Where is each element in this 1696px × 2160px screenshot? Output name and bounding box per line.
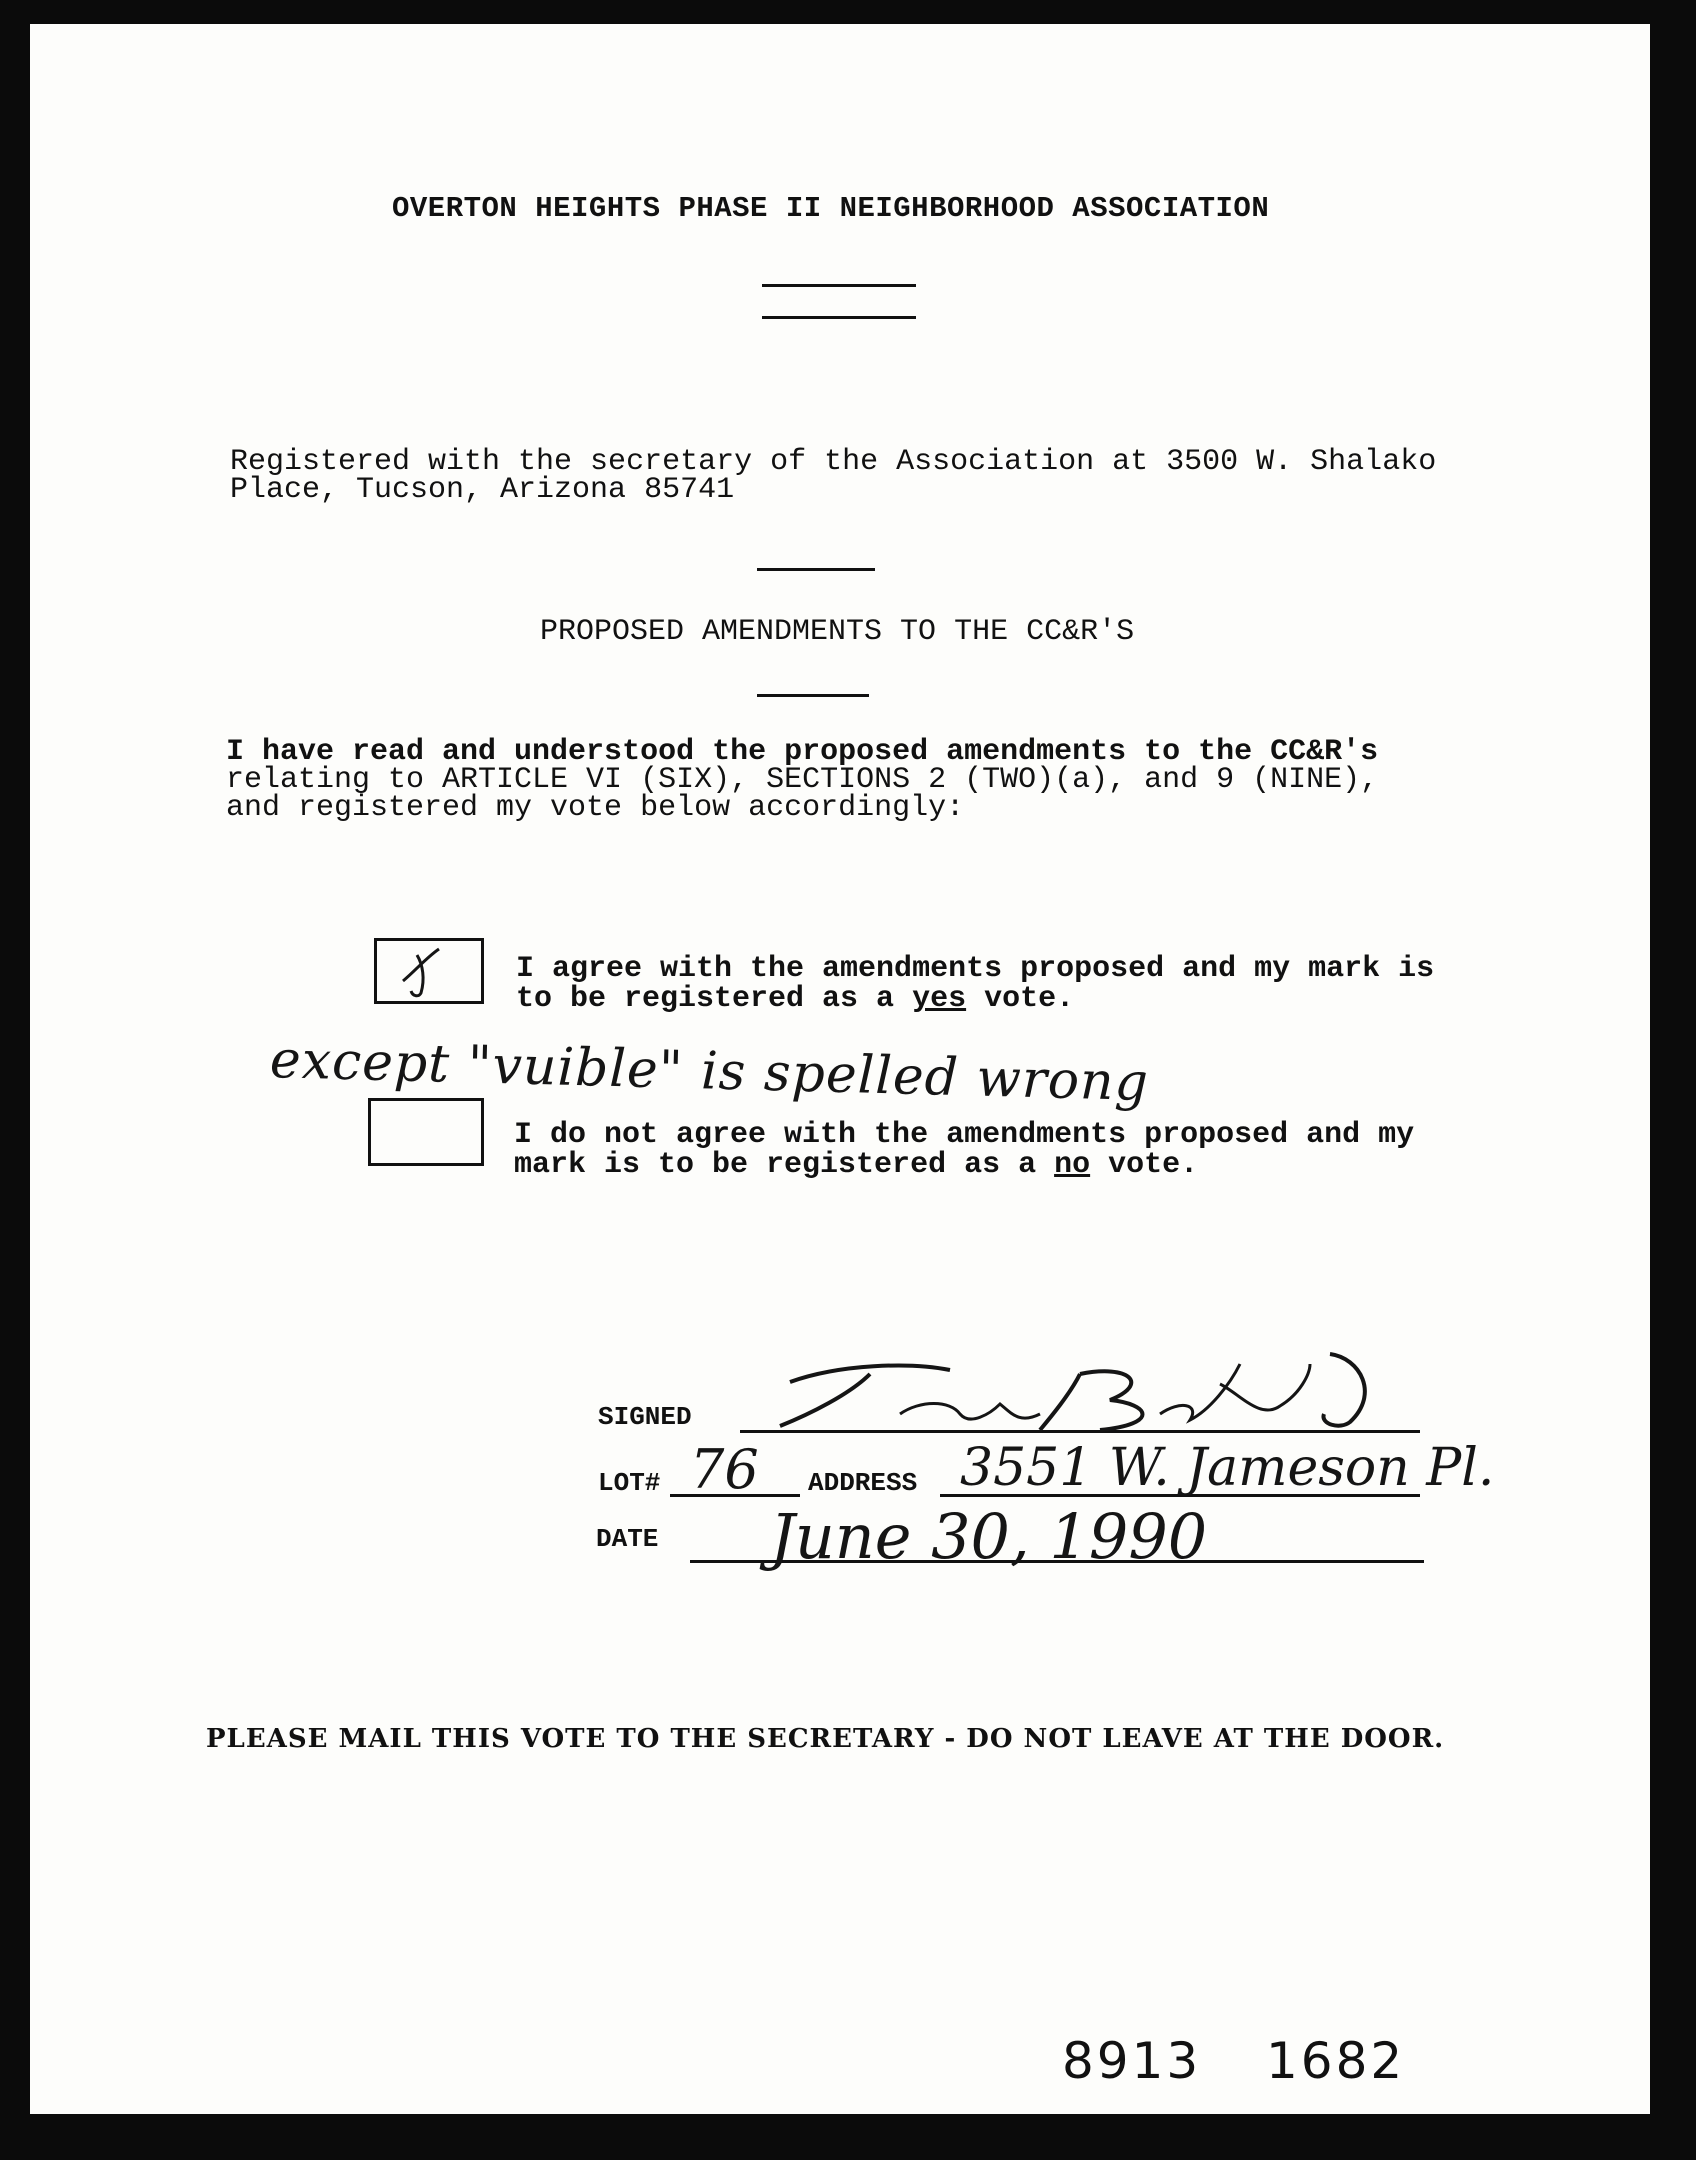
section-title: PROPOSED AMENDMENTS TO THE CC&R'S [540, 615, 1135, 649]
association-title: OVERTON HEIGHTS PHASE II NEIGHBORHOOD ASSOCIATION [392, 192, 1270, 225]
checkmark-x-icon [377, 941, 481, 1001]
document-page [30, 24, 1650, 2114]
address-label: ADDRESS [808, 1468, 918, 1498]
section-divider-bottom [757, 694, 869, 697]
no-option-text-pre: mark is to be registered as a [514, 1148, 1055, 1182]
mail-notice: PLEASE MAIL THIS VOTE TO THE SECRETARY - DO NOT LEAVE AT THE DOOR. [206, 1724, 1445, 1754]
statement-line-1: I have read and understood the proposed amendments to the CC&R's [226, 735, 1379, 769]
document-number-part-1: 8913 [1062, 2032, 1202, 2090]
statement-line-2: relating to ARTICLE VI (SIX), SECTIONS 2 (TWO)(a), and 9 (NINE), [226, 763, 1379, 797]
signed-label: SIGNED [598, 1402, 692, 1432]
no-option-line-2 [514, 1150, 1198, 1180]
yes-option-word: yes [912, 982, 967, 1016]
registration-line-1: Registered with the secretary of the Association at 3500 W. Shalako [230, 445, 1437, 479]
document-number-part-2: 1682 [1266, 2032, 1406, 2090]
handwritten-signature [750, 1344, 1370, 1444]
no-option-text-post: vote. [1090, 1148, 1199, 1182]
yes-option-text-pre: to be registered as a [516, 982, 913, 1016]
address-value: 3551 W. Jameson Pl. [960, 1438, 1495, 1498]
lot-value: 76 [690, 1438, 759, 1501]
lot-label: LOT# [598, 1468, 661, 1498]
yes-option-line-1: I agree with the amendments proposed and my mark is [516, 952, 1435, 986]
yes-option-text-post: vote. [966, 982, 1075, 1016]
yes-option-line-2 [516, 984, 1074, 1014]
section-divider-top [757, 568, 875, 571]
no-option-line-1: I do not agree with the amendments proposed and my [514, 1118, 1415, 1152]
registration-line-2: Place, Tucson, Arizona 85741 [230, 473, 735, 507]
date-label: DATE [596, 1524, 659, 1554]
handwritten-note: except "vuible" is spelled wrong [269, 1030, 1150, 1114]
date-value: June 30, 1990 [770, 1500, 1208, 1573]
no-vote-checkbox[interactable] [368, 1098, 484, 1166]
yes-vote-checkbox[interactable] [374, 938, 484, 1004]
no-option-word: no [1054, 1148, 1091, 1182]
header-divider-top [762, 284, 916, 287]
statement-line-3: and registered my vote below accordingly: [226, 791, 965, 825]
header-divider-bottom [762, 316, 916, 319]
